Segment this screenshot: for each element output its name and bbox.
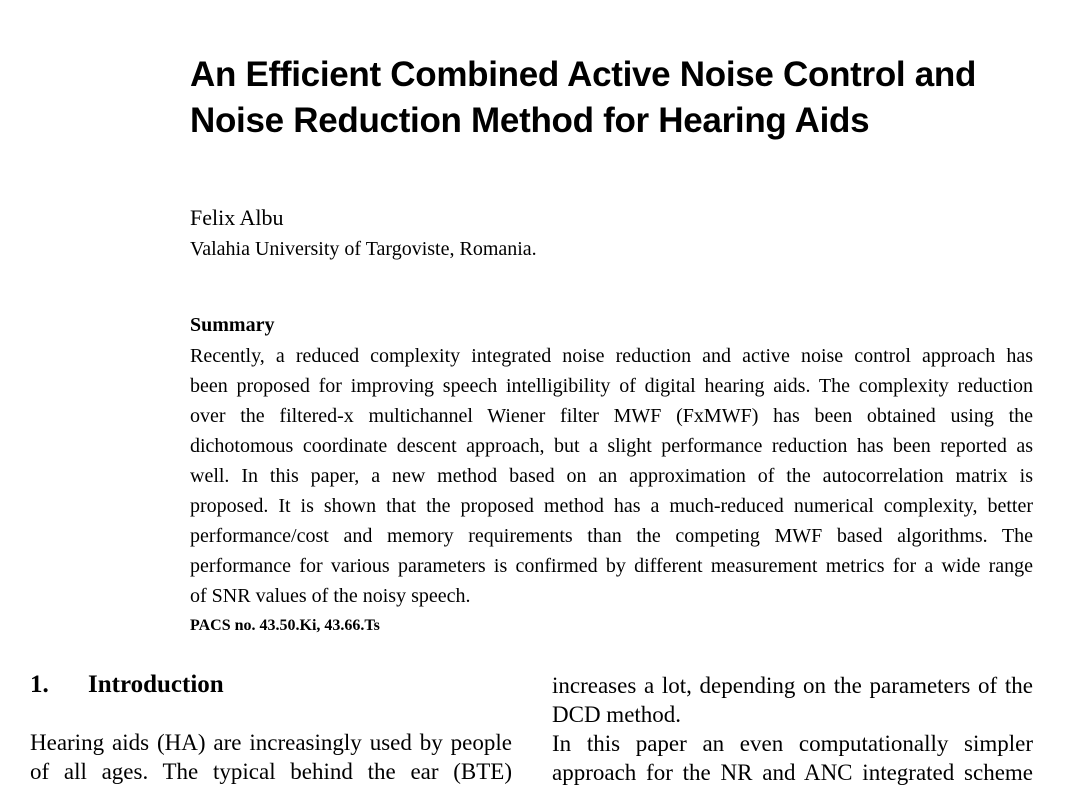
pacs-numbers: PACS no. 43.50.Ki, 43.66.Ts [190, 617, 380, 634]
summary-line: well. In this paper, a new method based on an approximation of the autocorrelation matrix is [190, 465, 1033, 487]
section-heading-introduction [30, 669, 224, 701]
summary-heading: Summary [190, 314, 275, 336]
section-number: 1. [30, 671, 49, 698]
summary-line: over the filtered-x multichannel Wiener filter MWF (FxMWF) has been obtained using the [190, 405, 1033, 427]
body-line: approach for the NR and ANC integrated scheme [552, 760, 1033, 785]
right-column-text [552, 671, 1033, 787]
title-line-2: Noise Reduction Method for Hearing Aids [190, 101, 870, 140]
left-column-text [30, 728, 512, 786]
summary-line: proposed. It is shown that the proposed method has a much-reduced numerical complexity, better [190, 495, 1033, 517]
body-line: DCD method. [552, 702, 682, 727]
paper-title [190, 52, 1050, 144]
summary-line: Recently, a reduced complexity integrated noise reduction and active noise control approach has [190, 345, 1033, 367]
summary-text [190, 341, 1033, 611]
summary-line: dichotomous coordinate descent approach, but a slight performance reduction has been reported as [190, 435, 1033, 457]
body-line: In this paper an even computationally simpler [552, 731, 1033, 756]
author-affiliation: Valahia University of Targoviste, Romania. [190, 238, 537, 260]
body-line: increases a lot, depending on the parameters of the [552, 673, 1033, 698]
summary-line: performance for various parameters is confirmed by different measurement metrics for a wide range [190, 555, 1033, 577]
summary-line: been proposed for improving speech intelligibility of digital hearing aids. The complexity reduction [190, 375, 1033, 397]
body-line: Hearing aids (HA) are increasingly used by people [30, 730, 512, 755]
summary-line: of SNR values of the noisy speech. [190, 585, 471, 607]
section-title: Introduction [88, 671, 224, 698]
author-name: Felix Albu [190, 205, 284, 230]
title-line-1: An Efficient Combined Active Noise Control and [190, 55, 977, 94]
body-line: of all ages. The typical behind the ear (BTE) [30, 759, 512, 784]
summary-line: performance/cost and memory requirements than the competing MWF based algorithms. The [190, 525, 1033, 547]
